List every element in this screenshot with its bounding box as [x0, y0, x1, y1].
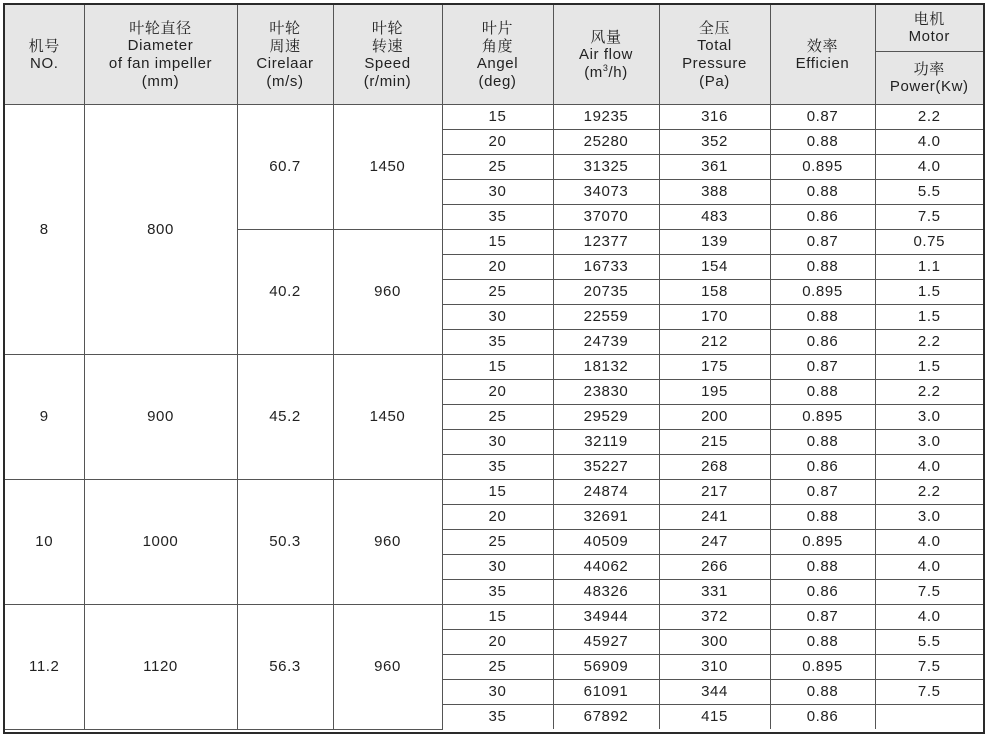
cell-airflow: 44062	[553, 555, 659, 580]
cell-power: 7.5	[875, 680, 983, 705]
header-angle-zh1: 叶片	[481, 18, 514, 37]
cell-efficiency: 0.895	[770, 405, 875, 430]
cell-machine-no: 8	[5, 105, 84, 355]
cell-angle: 25	[442, 405, 553, 430]
cell-diameter: 1120	[84, 605, 237, 730]
cell-pressure: 388	[659, 180, 770, 205]
cell-airflow: 24874	[553, 480, 659, 505]
cell-airflow: 35227	[553, 455, 659, 480]
cell-airflow: 22559	[553, 305, 659, 330]
cell-power: 7.5	[875, 205, 983, 230]
header-airflow-zh: 风量	[590, 27, 622, 46]
cell-efficiency: 0.87	[770, 230, 875, 255]
header-efficiency-en: Efficien	[795, 54, 850, 72]
cell-angle: 35	[442, 330, 553, 355]
header-rot-speed-en: Speed	[364, 54, 411, 72]
cell-rot-speed: 960	[333, 480, 442, 605]
cell-power: 5.5	[875, 630, 983, 655]
cell-efficiency: 0.86	[770, 330, 875, 355]
header-angle-en: Angel	[476, 54, 519, 72]
cell-pressure: 158	[659, 280, 770, 305]
header-airflow-unit-pre: (m	[584, 63, 603, 81]
cell-angle: 25	[442, 530, 553, 555]
cell-airflow: 23830	[553, 380, 659, 405]
cell-pressure: 154	[659, 255, 770, 280]
cell-pressure: 331	[659, 580, 770, 605]
header-airflow-en: Air flow	[579, 45, 633, 63]
cell-power: 1.1	[875, 255, 983, 280]
cell-efficiency: 0.86	[770, 455, 875, 480]
cell-airflow: 31325	[553, 155, 659, 180]
table-row	[5, 480, 983, 505]
cell-tip-speed: 56.3	[237, 605, 333, 730]
cell-efficiency: 0.88	[770, 555, 875, 580]
cell-pressure: 310	[659, 655, 770, 680]
cell-angle: 30	[442, 180, 553, 205]
cell-angle: 20	[442, 130, 553, 155]
cell-power: 3.0	[875, 405, 983, 430]
cell-angle: 30	[442, 555, 553, 580]
header-angle	[442, 5, 553, 105]
cell-pressure: 372	[659, 605, 770, 630]
cell-machine-no: 9	[5, 355, 84, 480]
cell-airflow: 34073	[553, 180, 659, 205]
cell-angle: 35	[442, 205, 553, 230]
cell-power: 0.75	[875, 230, 983, 255]
cell-airflow: 20735	[553, 280, 659, 305]
header-diameter-en2: of fan impeller	[108, 54, 213, 72]
header-airflow	[553, 5, 659, 105]
cell-angle: 35	[442, 455, 553, 480]
cell-rot-speed: 1450	[333, 105, 442, 230]
cell-power: 1.5	[875, 305, 983, 330]
table-body	[5, 105, 983, 730]
header-efficiency-zh: 效率	[806, 36, 839, 55]
cell-power: 4.0	[875, 455, 983, 480]
cell-rot-speed: 960	[333, 605, 442, 730]
header-diameter-zh: 叶轮直径	[129, 18, 192, 37]
cell-airflow: 32119	[553, 430, 659, 455]
header-power-en: Power(Kw)	[889, 78, 969, 95]
cell-efficiency: 0.895	[770, 280, 875, 305]
cell-airflow: 45927	[553, 630, 659, 655]
cell-airflow: 19235	[553, 105, 659, 130]
cell-power: 1.5	[875, 355, 983, 380]
cell-angle: 25	[442, 155, 553, 180]
header-no	[5, 5, 84, 105]
header-angle-zh2: 角度	[481, 36, 514, 55]
table-header	[5, 5, 983, 105]
cell-airflow: 24739	[553, 330, 659, 355]
cell-angle: 20	[442, 630, 553, 655]
cell-airflow: 40509	[553, 530, 659, 555]
cell-pressure: 352	[659, 130, 770, 155]
header-rot-speed-zh1: 叶轮	[371, 18, 404, 37]
cell-power: 3.0	[875, 505, 983, 530]
cell-angle: 30	[442, 430, 553, 455]
cell-pressure: 215	[659, 430, 770, 455]
cell-efficiency: 0.88	[770, 180, 875, 205]
cell-efficiency: 0.88	[770, 505, 875, 530]
cell-pressure: 170	[659, 305, 770, 330]
header-motor-zh: 电机	[913, 10, 945, 28]
cell-diameter: 800	[84, 105, 237, 355]
cell-airflow: 37070	[553, 205, 659, 230]
cell-airflow: 29529	[553, 405, 659, 430]
cell-pressure: 200	[659, 405, 770, 430]
header-airflow-unit-post: /h)	[608, 63, 628, 81]
cell-power: 1.5	[875, 280, 983, 305]
cell-angle: 15	[442, 105, 553, 130]
cell-angle: 25	[442, 655, 553, 680]
header-no-en: NO.	[30, 54, 59, 72]
cell-angle: 20	[442, 255, 553, 280]
cell-efficiency: 0.87	[770, 105, 875, 130]
cell-efficiency: 0.895	[770, 155, 875, 180]
cell-power: 5.5	[875, 180, 983, 205]
header-tip-speed-en: Cirelaar	[256, 54, 314, 72]
header-angle-unit: (deg)	[478, 72, 517, 90]
cell-pressure: 300	[659, 630, 770, 655]
header-rot-speed	[333, 5, 442, 105]
cell-tip-speed: 50.3	[237, 480, 333, 605]
cell-power: 3.0	[875, 430, 983, 455]
header-pressure-unit: (Pa)	[699, 72, 730, 90]
header-tip-speed-zh1: 叶轮	[269, 18, 301, 37]
cell-power: 4.0	[875, 530, 983, 555]
cell-tip-speed: 45.2	[237, 355, 333, 480]
cell-efficiency: 0.88	[770, 380, 875, 405]
header-tip-speed-zh2: 周速	[269, 36, 301, 55]
cell-airflow: 25280	[553, 130, 659, 155]
cell-airflow: 18132	[553, 355, 659, 380]
table-row	[5, 355, 983, 380]
cell-angle: 15	[442, 230, 553, 255]
cell-power: 2.2	[875, 105, 983, 130]
header-motor-en: Motor	[908, 28, 950, 45]
cell-power	[875, 705, 983, 730]
cell-efficiency: 0.895	[770, 530, 875, 555]
cell-efficiency: 0.87	[770, 355, 875, 380]
header-diameter-unit: (mm)	[141, 72, 180, 90]
header-power-zh: 功率	[913, 60, 945, 78]
cell-angle: 30	[442, 305, 553, 330]
cell-angle: 35	[442, 580, 553, 605]
cell-efficiency: 0.88	[770, 255, 875, 280]
header-pressure	[659, 5, 770, 105]
cell-airflow: 34944	[553, 605, 659, 630]
cell-pressure: 195	[659, 380, 770, 405]
cell-pressure: 415	[659, 705, 770, 730]
cell-airflow: 12377	[553, 230, 659, 255]
cell-efficiency: 0.87	[770, 605, 875, 630]
header-airflow-unit	[554, 64, 659, 82]
cell-pressure: 247	[659, 530, 770, 555]
cell-airflow: 48326	[553, 580, 659, 605]
header-rot-speed-unit: (r/min)	[363, 72, 412, 90]
cell-power: 7.5	[875, 655, 983, 680]
cell-power: 4.0	[875, 605, 983, 630]
header-efficiency	[770, 5, 875, 105]
cell-pressure: 361	[659, 155, 770, 180]
cell-power: 2.2	[875, 380, 983, 405]
header-tip-speed	[237, 5, 333, 105]
cell-efficiency: 0.86	[770, 205, 875, 230]
header-pressure-en1: Total	[697, 36, 732, 54]
table-row	[5, 605, 983, 630]
cell-angle: 15	[442, 480, 553, 505]
cell-airflow: 67892	[553, 705, 659, 730]
cell-pressure: 175	[659, 355, 770, 380]
header-power	[875, 52, 983, 105]
cell-efficiency: 0.88	[770, 305, 875, 330]
header-tip-speed-unit: (m/s)	[266, 72, 304, 90]
header-diameter-en1: Diameter	[127, 36, 194, 54]
cell-power: 2.2	[875, 330, 983, 355]
cell-angle: 15	[442, 355, 553, 380]
cell-angle: 15	[442, 605, 553, 630]
cell-angle: 20	[442, 505, 553, 530]
cell-angle: 30	[442, 680, 553, 705]
header-pressure-en2: Pressure	[682, 54, 747, 72]
cell-pressure: 316	[659, 105, 770, 130]
cell-power: 2.2	[875, 480, 983, 505]
cell-angle: 20	[442, 380, 553, 405]
cell-pressure: 483	[659, 205, 770, 230]
cell-machine-no: 10	[5, 480, 84, 605]
cell-power: 7.5	[875, 580, 983, 605]
header-airflow-unit-sup: 3	[602, 62, 609, 73]
cell-airflow: 16733	[553, 255, 659, 280]
cell-efficiency: 0.88	[770, 130, 875, 155]
cell-efficiency: 0.87	[770, 480, 875, 505]
cell-machine-no: 11.2	[5, 605, 84, 730]
cell-efficiency: 0.88	[770, 630, 875, 655]
header-rot-speed-zh2: 转速	[371, 36, 404, 55]
cell-pressure: 212	[659, 330, 770, 355]
spec-table-frame	[3, 3, 985, 734]
cell-diameter: 1000	[84, 480, 237, 605]
cell-angle: 25	[442, 280, 553, 305]
cell-efficiency: 0.88	[770, 430, 875, 455]
cell-efficiency: 0.86	[770, 580, 875, 605]
cell-pressure: 268	[659, 455, 770, 480]
cell-rot-speed: 1450	[333, 355, 442, 480]
cell-pressure: 241	[659, 505, 770, 530]
cell-rot-speed: 960	[333, 230, 442, 355]
table-row	[5, 105, 983, 130]
cell-power: 4.0	[875, 555, 983, 580]
cell-diameter: 900	[84, 355, 237, 480]
cell-angle: 35	[442, 705, 553, 730]
header-pressure-zh: 全压	[698, 18, 731, 37]
cell-tip-speed: 60.7	[237, 105, 333, 230]
cell-efficiency: 0.86	[770, 705, 875, 730]
cell-efficiency: 0.88	[770, 680, 875, 705]
cell-airflow: 61091	[553, 680, 659, 705]
cell-power: 4.0	[875, 130, 983, 155]
cell-tip-speed: 40.2	[237, 230, 333, 355]
cell-pressure: 344	[659, 680, 770, 705]
cell-pressure: 266	[659, 555, 770, 580]
fan-spec-table	[5, 5, 983, 730]
cell-efficiency: 0.895	[770, 655, 875, 680]
cell-pressure: 139	[659, 230, 770, 255]
cell-airflow: 32691	[553, 505, 659, 530]
cell-airflow: 56909	[553, 655, 659, 680]
header-diameter	[84, 5, 237, 105]
cell-power: 4.0	[875, 155, 983, 180]
header-no-zh: 机号	[28, 36, 60, 55]
header-motor	[875, 5, 983, 52]
cell-pressure: 217	[659, 480, 770, 505]
